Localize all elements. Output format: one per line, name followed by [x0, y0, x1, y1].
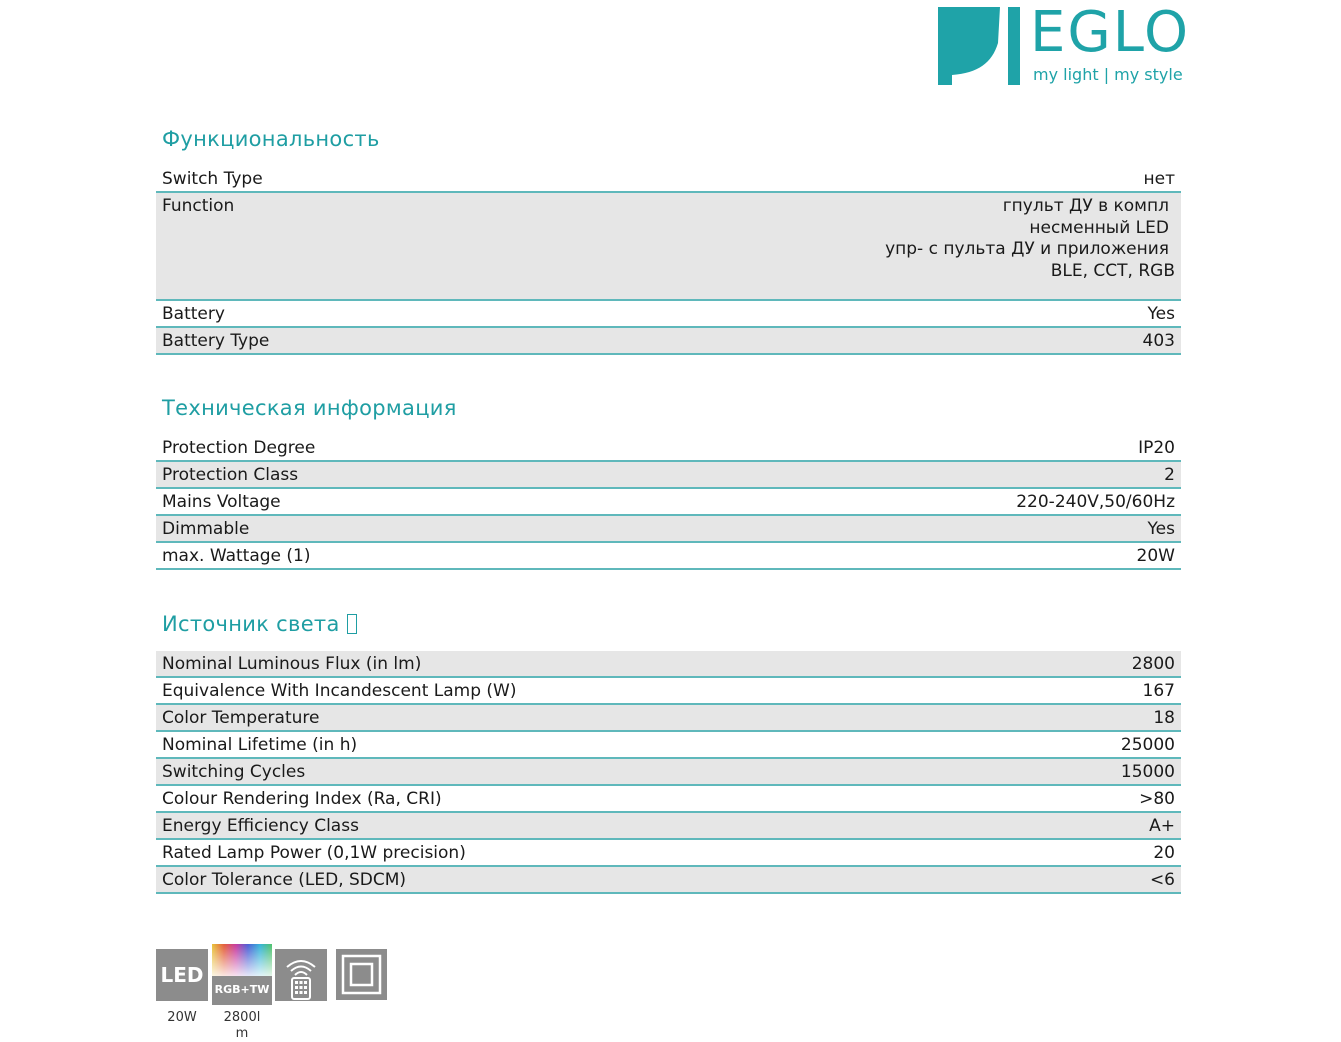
row-value-line: BLE, CCT, RGB [1050, 260, 1175, 281]
row-value: A+ [1149, 816, 1175, 836]
row-label: max. Wattage (1) [162, 546, 311, 566]
table-row [156, 840, 1181, 867]
row-value: 403 [1142, 331, 1175, 351]
row-label: Equivalence With Incandescent Lamp (W) [162, 681, 517, 701]
missing-glyph-icon [347, 614, 357, 634]
table-row [156, 328, 1181, 355]
row-label: Protection Class [162, 465, 299, 485]
section-title-text: Источник света [162, 612, 347, 636]
eglo-logo-mark-icon [938, 5, 1028, 87]
table-row [156, 516, 1181, 543]
rgb-tw-label: RGB+TW [214, 983, 270, 996]
row-value: Yes [1147, 304, 1175, 324]
row-label: Dimmable [162, 519, 250, 539]
row-label: Color Tolerance (LED, SDCM) [162, 870, 407, 890]
row-label: Colour Rendering Index (Ra, CRI) [162, 789, 442, 809]
row-label: Battery Type [162, 331, 270, 351]
row-value: 20 [1153, 843, 1175, 863]
eglo-logo [938, 0, 1191, 89]
section-light-source [156, 609, 1181, 894]
table-row [156, 813, 1181, 840]
double-square-icon [336, 949, 387, 1000]
led-caption: 20W [167, 1010, 197, 1025]
rgb-caption [212, 1010, 272, 1042]
row-label: Color Temperature [162, 708, 320, 728]
row-label: Rated Lamp Power (0,1W precision) [162, 843, 466, 863]
row-value: 18 [1153, 708, 1175, 728]
section-technical-info [156, 393, 1181, 570]
rgb-tw-icon [212, 944, 272, 1005]
row-value: <6 [1149, 870, 1175, 890]
row-value: 220-240V,50/60Hz [1016, 492, 1175, 512]
protection-class-icon [336, 949, 387, 1000]
table-row [156, 462, 1181, 489]
row-value [885, 196, 1175, 282]
section-title: Техническая информация [162, 396, 457, 420]
row-label: Energy Efficiency Class [162, 816, 359, 836]
table-row [156, 301, 1181, 328]
led-icon [156, 949, 208, 1001]
logo-tagline: my light | my style [1033, 65, 1183, 84]
remote-control-icon [275, 949, 327, 1001]
table-row [156, 867, 1181, 894]
row-label: Protection Degree [162, 438, 316, 458]
row-value: 15000 [1120, 762, 1175, 782]
row-value: нет [1143, 169, 1175, 189]
spec-table [156, 166, 1181, 355]
row-value: 2800 [1131, 654, 1175, 674]
row-label: Nominal Luminous Flux (in lm) [162, 654, 422, 674]
row-value-line: несменный LED [1029, 217, 1169, 238]
row-label: Mains Voltage [162, 492, 281, 512]
section-title: Функциональность [162, 127, 380, 151]
row-label: Switching Cycles [162, 762, 306, 782]
table-row [156, 651, 1181, 678]
section-functionality [156, 124, 1181, 355]
table-row [156, 759, 1181, 786]
row-value: 25000 [1120, 735, 1175, 755]
row-label: Nominal Lifetime (in h) [162, 735, 358, 755]
led-icon-label: LED [160, 963, 204, 987]
row-value: 2 [1164, 465, 1175, 485]
row-value: >80 [1139, 789, 1175, 809]
rgb-caption-line: m [235, 1026, 249, 1041]
table-row [156, 489, 1181, 516]
remote-signal-icon [275, 949, 327, 1001]
table-row [156, 786, 1181, 813]
table-row [156, 435, 1181, 462]
table-row [156, 193, 1181, 301]
row-value: 167 [1142, 681, 1175, 701]
row-label: Switch Type [162, 169, 263, 189]
row-value: Yes [1147, 519, 1175, 539]
table-row [156, 732, 1181, 759]
spec-table [156, 435, 1181, 570]
spec-table [156, 651, 1181, 894]
row-label: Function [162, 196, 235, 216]
row-value-line: упр- с пульта ДУ и приложения [885, 239, 1169, 259]
logo-brand-text: EGLO [1030, 0, 1191, 65]
section-title [162, 609, 1181, 639]
table-row [156, 678, 1181, 705]
row-value-line: гпульт ДУ в компл [1002, 196, 1169, 216]
table-row [156, 166, 1181, 193]
table-row [156, 543, 1181, 570]
row-value: 20W [1136, 546, 1175, 566]
rgb-caption-line: 2800l [223, 1010, 261, 1025]
table-row [156, 705, 1181, 732]
row-value: IP20 [1138, 438, 1175, 458]
row-label: Battery [162, 304, 225, 324]
